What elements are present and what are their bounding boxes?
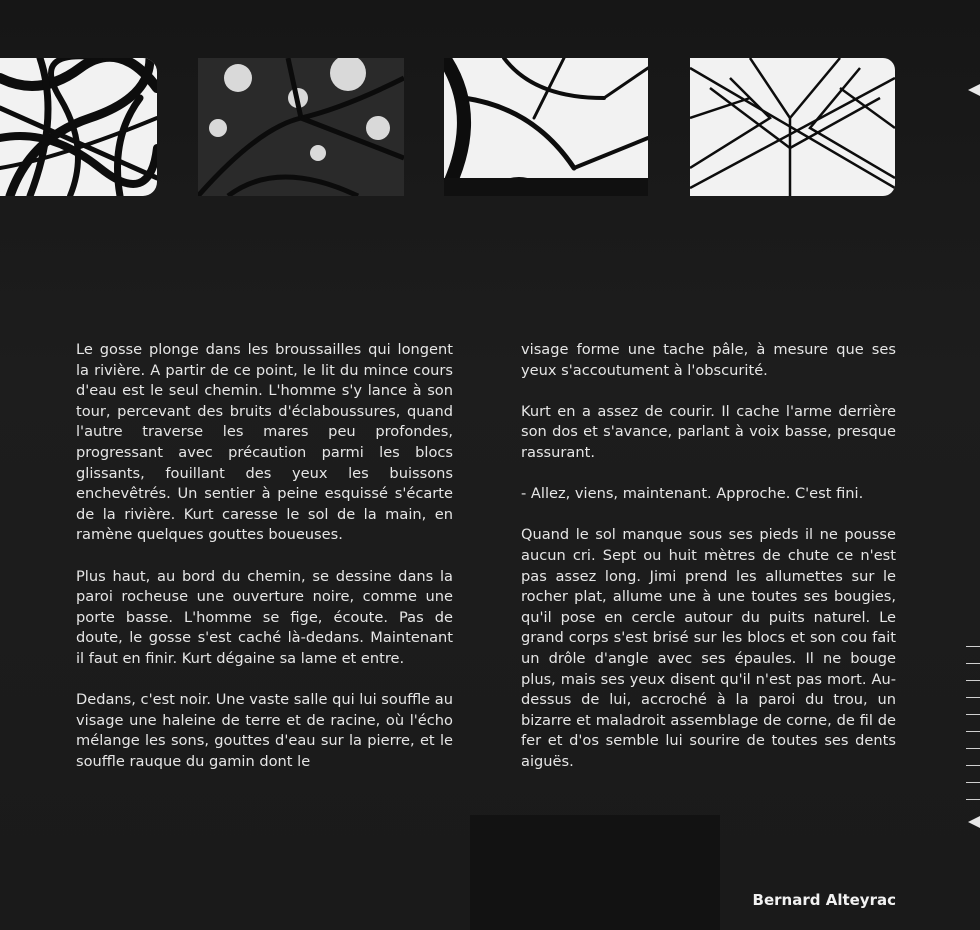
edge-arrow-icon [968, 816, 980, 828]
paragraph: Quand le sol manque sous ses pieds il ne pousse aucun cri. Sept ou huit mètres de chute ce n'est pas assez long. Jimi prend les allumettes sur le rocher plat, allume une à une toutes ses bougies, qu'il pose en cercle autour du puits naturel. Le grand corps s'est brisé sur les blocs et son cou fait un drôle d'angle avec ses épaules. Il ne bouge plus, mais ses yeux disent qu'il n'est pas mort. Au-dessus de lui, accroché à la paroi du trou, un bizarre et maladroit assemblage de corne, de fil de fer et d'os semble lui sourire de toutes ses dents aiguës. [521, 526, 896, 770]
author-name: Bernard Alteyrac [752, 891, 896, 909]
text-column-right [521, 340, 896, 793]
branches-photo [0, 58, 157, 196]
paragraph: Le gosse plonge dans les broussailles qui longent la rivière. A partir de ce point, le lit du mince cours d'eau est le seul chemin. L'homme s'y lance à son tour, percevant des bruits d'éclaboussures, quand l'autre traverse les mares peu profondes, progressant avec précaution parmi les blocs glissants, fouillant des yeux les buissons enchevêtrés. Un sentier à peine esquissé s'écarte de la rivière. Kurt caresse le sol de la main, en ramène quelques gouttes boueuses. [76, 341, 453, 544]
paragraph: visage forme une tache pâle, à mesure que ses yeux s'accoutument à l'obscurité. [521, 341, 896, 379]
paragraph: Dedans, c'est noir. Une vaste salle qui lui souffle au visage une haleine de terre et de racine, où l'écho mélange les sons, gouttes d'eau sur la pierre, et le souffle rauque du gamin dont le [76, 691, 453, 770]
canopy-photo [198, 58, 404, 196]
paragraph: - Allez, viens, maintenant. Approche. C'est fini. [521, 485, 864, 503]
page-shadow [470, 815, 720, 930]
paragraph: Plus haut, au bord du chemin, se dessine dans la paroi rocheuse une ouverture noire, comme une porte basse. L'homme se fige, écoute. Pas de doute, le gosse s'est caché là-dedans. Maintenant il faut en finir. Kurt dégaine sa lame et entre. [76, 567, 453, 667]
edge-ticks [966, 646, 980, 816]
paragraph: Kurt en a assez de courir. Il cache l'arme derrière son dos et s'avance, parlant à voix basse, presque rassurant. [521, 402, 896, 461]
branches-sky-photo [444, 58, 648, 196]
text-column-left [76, 340, 453, 793]
twigs-photo [690, 58, 895, 196]
edge-arrow-icon [968, 84, 980, 96]
